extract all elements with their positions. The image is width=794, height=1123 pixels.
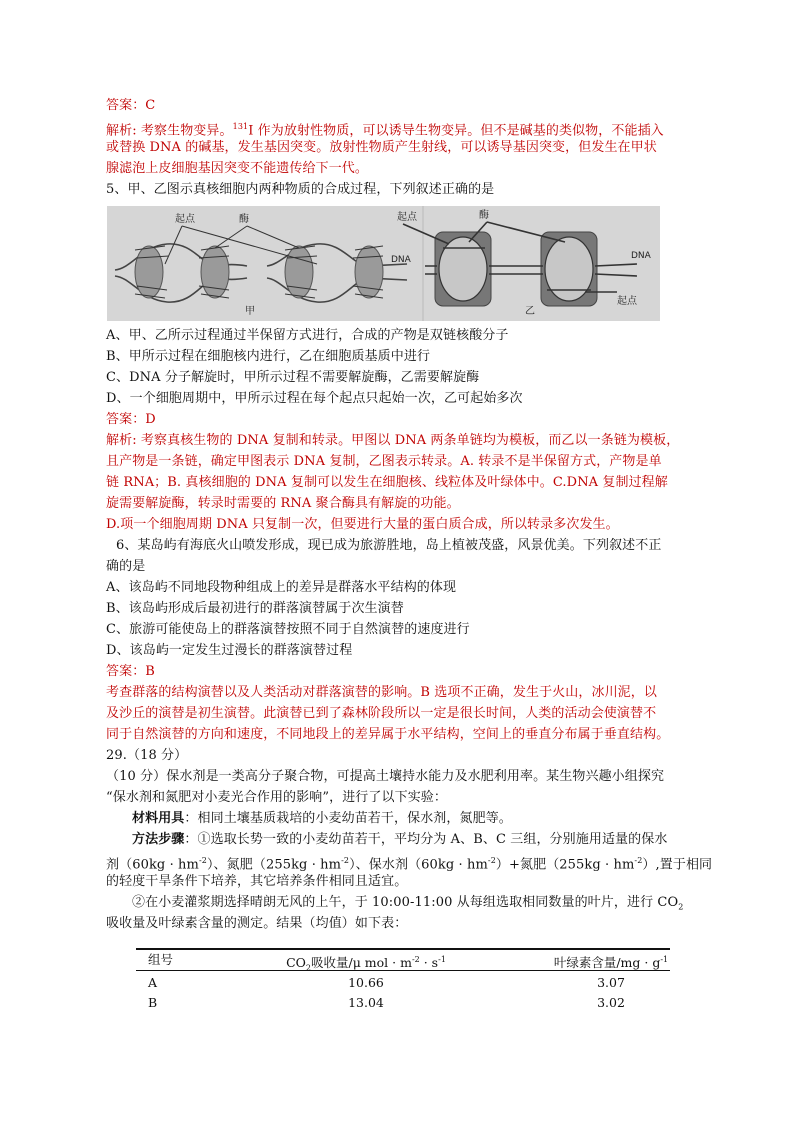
label-mei-jia: 酶 [239, 214, 249, 225]
q5-analysis-line-5: D.项一个细胞周期 DNA 只复制一次，但要进行大量的蛋白质合成，所以转录多次发生。 [106, 517, 619, 532]
header-group: 组号 [148, 952, 174, 967]
q5-answer: 答案：D [106, 412, 156, 427]
table-row [136, 973, 670, 993]
q4-analysis-line-1: 解析: 考察生物变异。$^{131}$I 作为放射性物质，可以诱导生物变异。但不是碱基的类似物，不能插入 [106, 122, 664, 139]
label-qidian-yi-bottom: 起点 [617, 296, 637, 307]
label-dna-jia: DNA [391, 255, 411, 265]
q5-analysis-line-2: 且产物是一条链，确定甲图表示 DNA 复制，乙图表示转录。A. 转录不是半保留方式，产物是单 [106, 454, 662, 469]
q4-analysis-line-2: 或替换 DNA 的碱基，发生基因突变。放射性物质产生射线，可以诱导基因突变，但发生在甲状 [106, 140, 657, 155]
q29-steps-line-2: 剂$(60kg \cdot hm^{-2})$、氮肥$(255kg \cdot hm^{-2})$、保水剂$(60kg \cdot hm^{-2})+$氮肥$(255kg \cdot hm^{-2})$,置于相同 [106, 856, 713, 873]
q6-option-b: B、该岛屿形成后最初进行的群落演替属于次生演替 [106, 601, 404, 616]
q5-analysis-line-1: 解析: 考察真核生物的 DNA 复制和转录。甲图以 DNA 两条单链均为模板，而乙以一条链为模板， [106, 433, 680, 448]
label-qidian-jia: 起点 [175, 214, 195, 225]
label-dna-yi: DNA [631, 251, 651, 261]
label-mei-yi: 酶 [479, 210, 489, 221]
q5-option-a: A、甲、乙所示过程通过半保留方式进行，合成的产物是双链核酸分子 [106, 328, 509, 343]
row-b-chlorophyll: 3.02 [597, 995, 625, 1010]
q29-step2-line-2: 吸收量及叶绿素含量的测定。结果（均值）如下表： [106, 916, 408, 931]
q6-analysis-line-3: 同于自然演替的方向和速度，不同地段上的差异属于水平结构，空间上的垂直分布属于垂直结构。 [106, 727, 670, 742]
q29-stem: 29.（18 分） [106, 748, 188, 763]
q29-step2-line-1: ②在小麦灌浆期选择晴朗无风的上午，于 10:00-11:00 从每组选取相同数量的叶片，进行 $CO_2$ [132, 895, 684, 912]
table-row [136, 993, 670, 1013]
row-a-co2: 10.66 [348, 975, 384, 990]
q29-intro-line-2: “保水剂和氮肥对小麦光合作用的影响”，进行了以下实验： [106, 790, 447, 805]
label-yi: 乙 [525, 306, 535, 317]
row-b-group: B [148, 995, 158, 1010]
q6-stem-line-2: 确的是 [106, 559, 146, 574]
q5-option-d: D、一个细胞周期中，甲所示过程在每个起点只起始一次，乙可起始多次 [106, 391, 523, 406]
q6-option-a: A、该岛屿不同地段物种组成上的差异是群落水平结构的体现 [106, 580, 457, 595]
q6-answer: 答案：B [106, 664, 155, 679]
q29-intro-line-1: （10 分）保水剂是一类高分子聚合物，可提高土壤持水能力及水肥利用率。某生物兴趣小组探究 [106, 769, 665, 784]
q6-stem-line-1: 6、某岛屿有海底火山喷发形成，现已成为旅游胜地，岛上植被茂盛，风景优美。下列叙述不正 [116, 538, 662, 553]
q6-analysis-line-2: 及沙丘的演替是初生演替。此演替已到了森林阶段所以一定是很长时间，人类的活动会使演替不 [106, 706, 657, 721]
q6-analysis-line-1: 考查群落的结构演替以及人类活动对群落演替的影响。B 选项不正确，发生于火山，冰川泥，以 [106, 685, 657, 700]
q5-stem: 5、甲、乙图示真核细胞内两种物质的合成过程，下列叙述正确的是 [106, 182, 495, 197]
label-jia: 甲 [245, 306, 255, 317]
q4-analysis-line-3: 腺滤泡上皮细胞基因突变不能遗传给下一代。 [106, 161, 369, 176]
q29-steps-line-3: 的轻度干旱条件下培养，其它培养条件相同且适宜。 [106, 874, 408, 889]
row-a-chlorophyll: 3.07 [597, 975, 625, 990]
q5-analysis-line-3: 链 RNA；B. 真核细胞的 DNA 复制可以发生在细胞核、线粒体及叶绿体中。C.DNA 复制过程解 [106, 475, 668, 490]
q5-figure [107, 206, 660, 321]
dna-replication-transcription-diagram [107, 206, 660, 321]
q6-option-d: D、该岛屿一定发生过漫长的群落演替过程 [106, 643, 353, 658]
q5-option-b: B、甲所示过程在细胞核内进行，乙在细胞质基质中进行 [106, 349, 431, 364]
q5-option-c: C、DNA 分子解旋时，甲所示过程不需要解旋酶，乙需要解旋酶 [106, 370, 480, 385]
row-b-co2: 13.04 [348, 995, 384, 1010]
q29-materials: 材料用具：相同土壤基质栽培的小麦幼苗若干，保水剂，氮肥等。 [132, 811, 512, 826]
q6-option-c: C、旅游可能使岛上的群落演替按照不同于自然演替的速度进行 [106, 622, 470, 637]
label-qidian-yi-top: 起点 [397, 212, 417, 223]
q4-answer: 答案：C [106, 98, 156, 113]
q5-analysis-line-4: 旋需要解旋酶，转录时需要的 RNA 聚合酶具有解旋的功能。 [106, 496, 460, 511]
row-a-group: A [148, 975, 158, 990]
header-co2: $CO_2$吸收量/μ mol · $m^{-2} \cdot s^{-1}$ [286, 955, 446, 973]
table-header-row [136, 950, 670, 973]
results-table [136, 948, 670, 1013]
q29-steps-line-1: 方法步骤：①选取长势一致的小麦幼苗若干，平均分为 A、B、C 三组，分别施用适量的保水 [132, 832, 668, 847]
header-chlorophyll: 叶绿素含量$/mg \cdot g^{-1}$ [553, 955, 669, 971]
